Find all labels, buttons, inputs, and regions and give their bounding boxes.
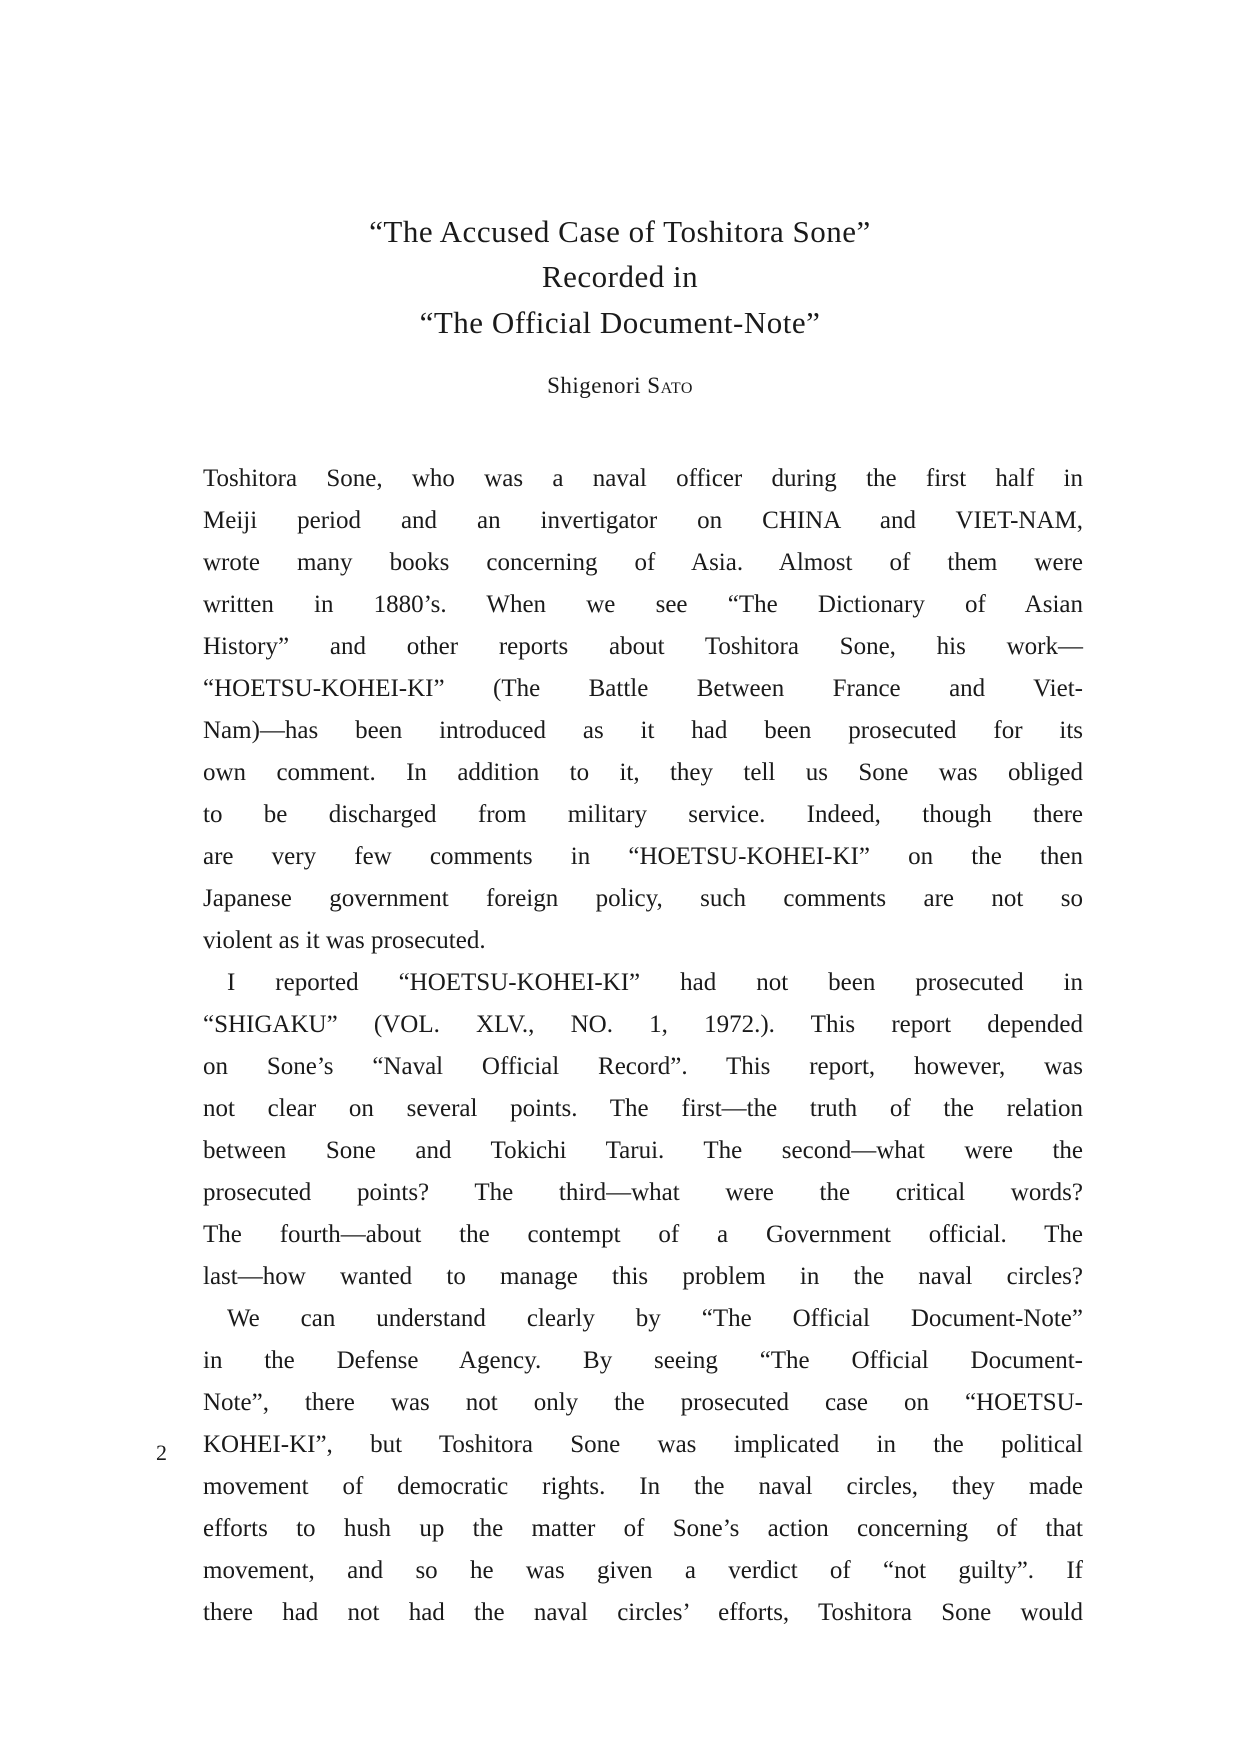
body-line: in the Defense Agency. By seeing “The Official Document- bbox=[203, 1347, 1083, 1374]
body-line: Note”, there was not only the prosecuted case on “HOETSU- bbox=[203, 1389, 1083, 1416]
body-line: Nam)—has been introduced as it had been prosecuted for its bbox=[203, 717, 1083, 744]
body-line: Meiji period and an invertigator on CHINA and VIET-NAM, bbox=[203, 507, 1083, 534]
body-line: movement, and so he was given a verdict of “not guilty”. If bbox=[203, 1557, 1083, 1584]
body-line: are very few comments in “HOETSU-KOHEI-KI” on the then bbox=[203, 843, 1083, 870]
author-family-name: Sato bbox=[647, 373, 693, 398]
body-line: “SHIGAKU” (VOL. XLV., NO. 1, 1972.). This report depended bbox=[203, 1011, 1083, 1038]
body-line: there had not had the naval circles’ efforts, Toshitora Sone would bbox=[203, 1599, 1083, 1626]
author bbox=[0, 373, 1240, 399]
body-line: to be discharged from military service. Indeed, though there bbox=[203, 801, 1083, 828]
body-line: Japanese government foreign policy, such comments are not so bbox=[203, 885, 1083, 912]
body-line: History” and other reports about Toshitora Sone, his work— bbox=[203, 633, 1083, 660]
body-line: KOHEI-KI”, but Toshitora Sone was implicated in the political bbox=[203, 1431, 1083, 1458]
body-line: written in 1880’s. When we see “The Dictionary of Asian bbox=[203, 591, 1083, 618]
body-line: between Sone and Tokichi Tarui. The second—what were the bbox=[203, 1137, 1083, 1164]
title-line-3: “The Official Document-Note” bbox=[419, 305, 821, 340]
title-line-2: Recorded in bbox=[541, 259, 699, 294]
body-line: efforts to hush up the matter of Sone’s action concerning of that bbox=[203, 1515, 1083, 1542]
body-line: The fourth—about the contempt of a Government official. The bbox=[203, 1221, 1083, 1248]
body-line: Toshitora Sone, who was a naval officer during the first half in bbox=[203, 465, 1083, 492]
body-line: “HOETSU-KOHEI-KI” (The Battle Between France and Viet- bbox=[203, 675, 1083, 702]
body-line: I reported “HOETSU-KOHEI-KI” had not been prosecuted in bbox=[227, 969, 1083, 996]
body-line: violent as it was prosecuted. bbox=[203, 927, 486, 954]
page-number: 2 bbox=[156, 1440, 167, 1465]
body-text bbox=[203, 458, 1083, 1634]
body-line: not clear on several points. The first—the truth of the relation bbox=[203, 1095, 1083, 1122]
body-line: movement of democratic rights. In the naval circles, they made bbox=[203, 1473, 1083, 1500]
author-given-name: Shigenori bbox=[547, 373, 642, 398]
body-line: own comment. In addition to it, they tell us Sone was obliged bbox=[203, 759, 1083, 786]
body-line: last—how wanted to manage this problem in the naval circles? bbox=[203, 1263, 1083, 1290]
body-line: on Sone’s “Naval Official Record”. This report, however, was bbox=[203, 1053, 1083, 1080]
body-line: prosecuted points? The third—what were the critical words? bbox=[203, 1179, 1083, 1206]
body-line: We can understand clearly by “The Official Document-Note” bbox=[227, 1305, 1083, 1332]
title-line-1: “The Accused Case of Toshitora Sone” bbox=[369, 214, 871, 249]
body-line: wrote many books concerning of Asia. Almost of them were bbox=[203, 549, 1083, 576]
